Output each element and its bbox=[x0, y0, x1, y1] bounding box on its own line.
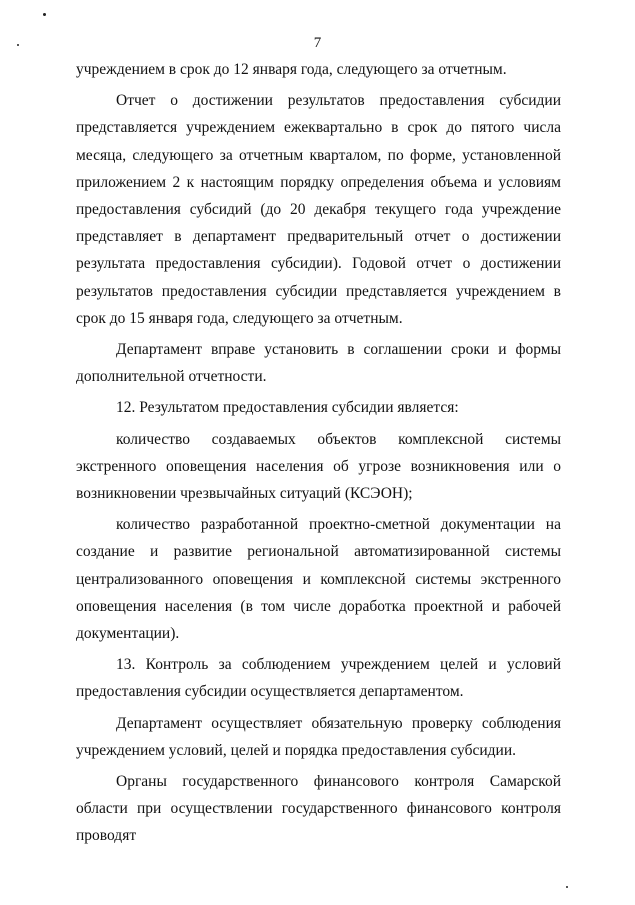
paragraph-financial-control: Органы государственного финансового контроля Самарской области при осуществлении государственного финансового контроля проводят bbox=[76, 773, 561, 845]
scan-speck bbox=[566, 886, 568, 888]
paragraph-item-12-heading: 12. Результатом предоставления субсидии является: bbox=[116, 399, 459, 417]
scan-speck bbox=[43, 13, 46, 16]
paragraph-item-13-control: 13. Контроль за соблюдением учреждением целей и условий предоставления субсидии осуществляется департаментом. bbox=[76, 656, 561, 701]
paragraph-additional-reporting: Департамент вправе установить в соглашении сроки и формы дополнительной отчетности. bbox=[76, 341, 561, 386]
page-number: 7 bbox=[313, 35, 322, 51]
document-body bbox=[76, 56, 561, 850]
paragraph-result-ksaeon: количество создаваемых объектов комплексной системы экстренного оповещения населения об угрозе возникновения или о возникновении чрезвычайных ситуаций (КСЭОН); bbox=[76, 430, 561, 503]
paragraph-mandatory-check: Департамент осуществляет обязательную проверку соблюдения учреждением условий, целей и порядка предоставления субсидии. bbox=[76, 714, 561, 759]
paragraph-result-documentation: количество разработанной проектно-сметной документации на создание и развитие региональной автоматизированной системы централизованного оповещения и комплексной системы экстренного оповещения населения (в том числе доработка проектной и рабочей документации). bbox=[76, 516, 561, 643]
paragraph-continuation: учреждением в срок до 12 января года, следующего за отчетным. bbox=[76, 61, 507, 78]
paragraph-report-deadlines: Отчет о достижении результатов предоставления субсидии представляется учреждением ежеквартально в срок до пятого числа месяца, следующего за отчетным кварталом, по форме, установленной приложением 2 к настоящим порядку определения объема и условиям предоставления субсидий (до 20 декабря текущего года учреждение представляет в департамент предварительный отчет о достижении результата предоставления субсидии). Годовой отчет о достижении результатов предоставления субсидии представляется учреждением в срок до 15 января года, следующего за отчетным. bbox=[76, 92, 561, 327]
